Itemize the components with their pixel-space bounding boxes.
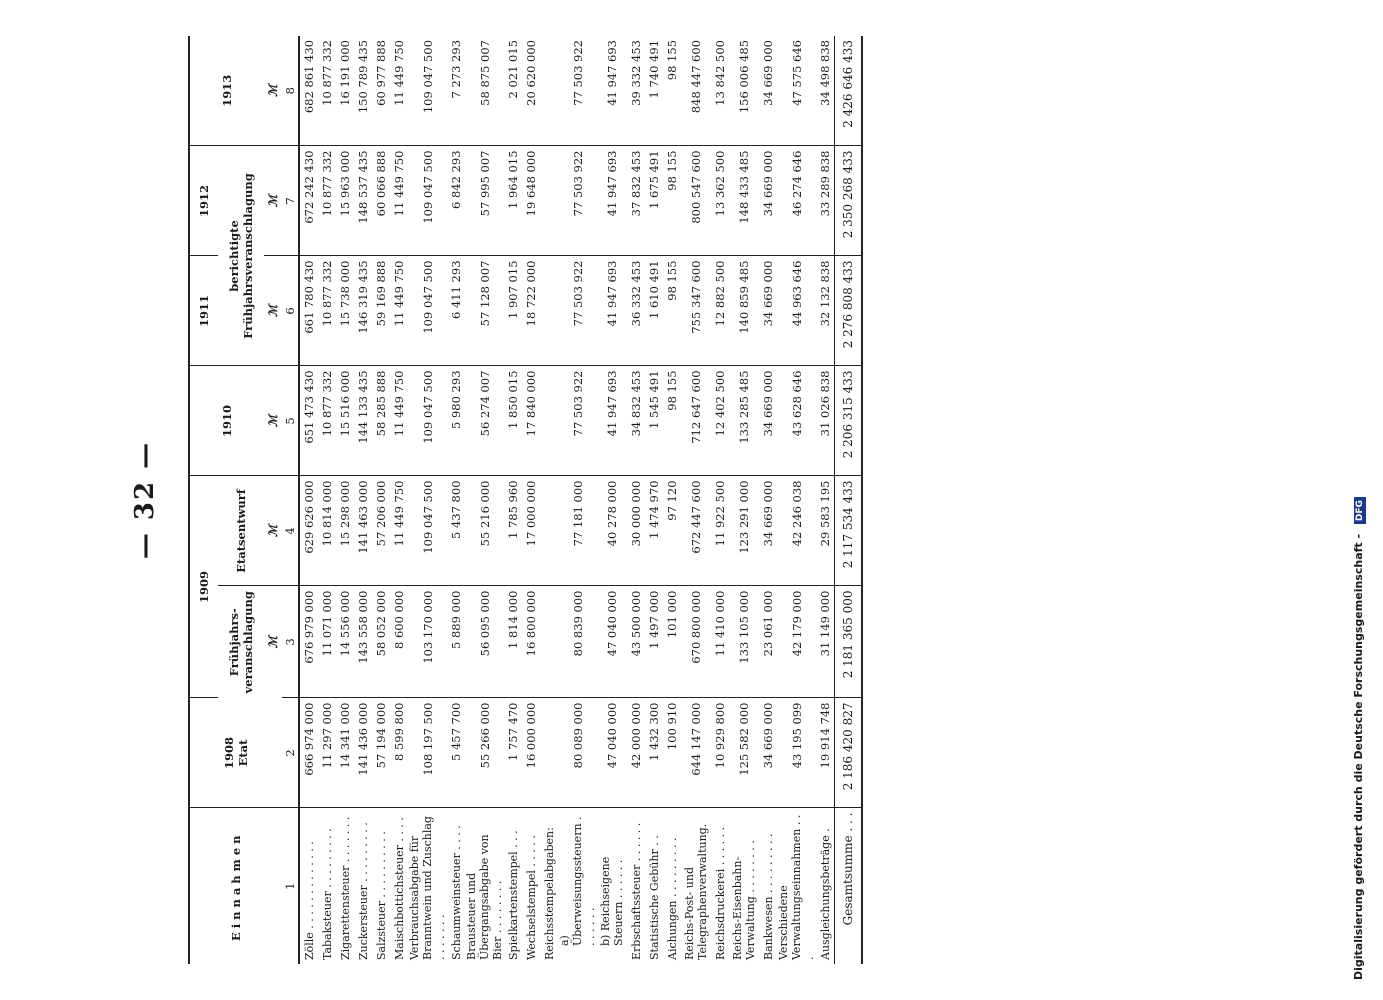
cell-value: 133 285 485 [729,366,759,476]
row-label: Brausteuer und Übergangsabgabe von Bier . . . . . . . . [465,834,504,960]
table-row [597,36,627,964]
row-label: Verbrauchsabgabe für Branntwein und Zuschlag . . . . . . . [408,816,447,960]
cell-value: 10 929 800 [711,698,729,808]
cell-value: 672 242 430 [299,146,318,256]
cell-value: 109 047 500 [408,256,447,366]
cell-value: 16 191 000 [336,36,354,146]
cell-value: 14 341 000 [336,698,354,808]
cell-value: 16 800 000 [522,586,540,698]
cell-value: 18 722 000 [522,256,540,366]
cell-value: 34 832 453 [627,366,645,476]
cell-value: 629 626 000 [299,476,318,586]
cell-value: 98 155 [663,256,681,366]
cell-value: 11 297 000 [318,698,336,808]
cell-value: 1 675 491 [645,146,663,256]
cell-value: 1 740 491 [645,36,663,146]
header-1911: 1911 [189,256,218,366]
table-row [447,36,465,964]
cell-value: 100 910 [663,698,681,808]
dfg-logo: DFG [1354,497,1366,524]
header-1910: 1910 [189,366,264,476]
cell-value: 43 500 000 [627,586,645,698]
cell-value: 7 273 293 [447,36,465,146]
cell-value: 5 889 000 [447,586,465,698]
cell-value: 32 132 838 [816,256,835,366]
row-label: Reichs-Post- und Telegraphenverwaltung. [683,823,709,960]
cell-value: 12 402 500 [711,366,729,476]
cell-value: 98 155 [663,366,681,476]
cell-value: 123 291 000 [729,476,759,586]
cell-value: 1 497 000 [645,586,663,698]
cell-value: 58 052 000 [372,586,390,698]
cell-value: 101 000 [663,586,681,698]
table-row [711,36,729,964]
table-row [390,36,408,964]
side-note [1352,497,1366,980]
colnum-3: 3 [282,586,299,698]
cell-value: 42 246 038 [777,476,816,586]
cell-value: 29 583 195 [816,476,835,586]
table-row [729,36,759,964]
cell-value: 8 599 800 [390,698,408,808]
cell-value: 1 545 491 [645,366,663,476]
row-label: Statistische Gebühr . . [647,835,661,960]
cell-value: 17 000 000 [522,476,540,586]
cell-value: 31 149 000 [816,586,835,698]
row-label: Maischbottichsteuer . . . . [392,817,406,960]
cell-value: 34 669 000 [759,476,777,586]
cell-value: 800 547 600 [681,146,711,256]
cell-value: 672 447 600 [681,476,711,586]
cell-value: 11 071 000 [318,586,336,698]
cell-value: 109 047 500 [408,36,447,146]
cell-value: 6 842 293 [447,146,465,256]
unit-col6: ℳ [264,256,282,366]
cell-value: 58 875 007 [465,36,504,146]
cell-value: 59 169 888 [372,256,390,366]
cell-value: 10 877 332 [318,366,336,476]
total-value: 2 276 808 433 [835,256,863,366]
cell-value: 14 556 000 [336,586,354,698]
cell-value: 47 575 646 [777,36,816,146]
cell-value: 39 332 453 [627,36,645,146]
table-row [816,36,835,964]
table-row [777,36,816,964]
total-value: 2 181 365 000 [835,586,863,698]
cell-value: 43 628 646 [777,366,816,476]
cell-value: 77 181 000 [558,476,597,586]
cell-value: 12 882 500 [711,256,729,366]
cell-value: 17 840 000 [522,366,540,476]
total-label: Gesamtsumme . . . [835,808,863,964]
row-label: Verschiedene Verwaltungseinnahmen . . . [777,814,816,960]
colnum-5: 5 [282,366,299,476]
cell-value: 1 850 015 [504,366,522,476]
cell-value: 58 285 888 [372,366,390,476]
cell-value: 13 842 500 [711,36,729,146]
table-row [318,36,336,964]
unit-col3: ℳ [266,636,280,649]
header-1909-group: 1909 [189,476,218,698]
table-row [759,36,777,964]
cell-value: 15 516 000 [336,366,354,476]
header-1909-fruehjahr: Frühjahrs-veranschlagung [227,591,255,694]
cell-value: 651 473 430 [299,366,318,476]
cell-value: 5 457 700 [447,698,465,808]
unit-col8: ℳ [264,36,282,146]
cell-value: 34 669 000 [759,256,777,366]
cell-value: 77 503 922 [558,366,597,476]
row-label: a) Überweisungssteuern . . . . . . . [558,816,597,946]
cell-value: 23 061 000 [759,586,777,698]
cell-value: 42 179 000 [777,586,816,698]
cell-value: 34 498 838 [816,36,835,146]
cell-value: 1 757 470 [504,698,522,808]
table-row [504,36,522,964]
cell-value: 670 800 000 [681,586,711,698]
cell-value: 34 669 000 [759,36,777,146]
table-row [354,36,372,964]
cell-value: 34 669 000 [759,146,777,256]
colnum-2: 2 [282,698,299,808]
cell-value: 5 980 293 [447,366,465,476]
row-label: Ausgleichungsbeträge . [818,828,832,960]
cell-value: 57 206 000 [372,476,390,586]
row-label: Schaumweinsteuer . . . . [449,825,463,960]
cell-value: 156 006 485 [729,36,759,146]
side-note-text: Digitalisierung gefördert durch die Deutsche Forschungsgemeinschaft - [1352,533,1365,980]
page-number: — 32 — [130,440,160,560]
total-value: 2 186 420 827 [835,698,863,808]
cell-value: 77 503 922 [558,256,597,366]
total-value: 2 350 268 433 [835,146,863,256]
cell-value: 31 026 838 [816,366,835,476]
table-row [558,36,597,964]
row-label: b) Reichseigene Steuern . . . . . . [599,856,625,946]
table-row [645,36,663,964]
cell-value: 133 105 000 [729,586,759,698]
cell-value: 15 298 000 [336,476,354,586]
cell-value: 11 410 000 [711,586,729,698]
cell-value: 80 089 000 [558,698,597,808]
unit-col5: ℳ [264,366,282,476]
cell-value: 109 047 500 [408,146,447,256]
cell-value: 2 021 015 [504,36,522,146]
cell-value: 108 197 500 [408,698,447,808]
cell-value: 57 995 007 [465,146,504,256]
cell-value [540,586,558,698]
table-row [681,36,711,964]
cell-value: 666 974 000 [299,698,318,808]
cell-value: 16 000 000 [522,698,540,808]
cell-value: 140 859 485 [729,256,759,366]
row-label: Reichs-Eisenbahn-Verwaltung . . . . . . . . [731,840,757,960]
cell-value: 41 947 693 [597,146,627,256]
total-row [835,36,863,964]
cell-value: 55 216 000 [465,476,504,586]
cell-value: 1 814 000 [504,586,522,698]
table-row [299,36,318,964]
header-1908 [189,698,282,808]
cell-value: 103 170 000 [408,586,447,698]
cell-value: 57 194 000 [372,698,390,808]
table-row [540,36,558,964]
cell-value: 43 195 099 [777,698,816,808]
colnum-6: 6 [282,256,299,366]
cell-value: 125 582 000 [729,698,759,808]
header-1908-year: 1908 [222,737,236,770]
cell-value: 15 738 000 [336,256,354,366]
cell-value: 60 977 888 [372,36,390,146]
row-label: Zuckersteuer . . . . . . . . . [356,822,370,960]
cell-value: 661 780 430 [299,256,318,366]
cell-value: 34 669 000 [759,698,777,808]
cell-value: 20 620 000 [522,36,540,146]
cell-value: 6 411 293 [447,256,465,366]
table-body [299,36,862,964]
cell-value: 109 047 500 [408,476,447,586]
cell-value: 10 877 332 [318,146,336,256]
header-1908-etat: Etat [236,739,250,767]
cell-value: 1 432 300 [645,698,663,808]
cell-value: 60 066 888 [372,146,390,256]
row-label: Aichungen . . . . . . . . . [665,837,679,960]
cell-value: 55 266 000 [465,698,504,808]
total-value: 2 426 646 433 [835,36,863,146]
table-row [372,36,390,964]
cell-value: 13 362 500 [711,146,729,256]
cell-value: 57 128 007 [465,256,504,366]
cell-value: 682 861 430 [299,36,318,146]
cell-value: 8 600 000 [390,586,408,698]
total-value: 2 206 315 433 [835,366,863,476]
cell-value: 42 000 000 [627,698,645,808]
cell-value: 848 447 600 [681,36,711,146]
colnum-8: 8 [282,36,299,146]
cell-value: 146 319 435 [354,256,372,366]
row-label: Reichsdruckerei . . . . . . [713,826,727,960]
total-value: 2 117 534 433 [835,476,863,586]
cell-value [540,476,558,586]
row-label: Reichsstempelabgaben: [542,827,556,960]
cell-value: 98 155 [663,36,681,146]
cell-value: 11 449 750 [390,36,408,146]
row-label: Zigarettensteuer . . . . . . . [338,816,352,960]
cell-value: 5 437 800 [447,476,465,586]
table-row [522,36,540,964]
cell-value: 712 647 600 [681,366,711,476]
colnum-7: 7 [282,146,299,256]
cell-value: 11 449 750 [390,256,408,366]
cell-value: 19 648 000 [522,146,540,256]
cell-value [540,36,558,146]
cell-value: 143 558 000 [354,586,372,698]
row-label: Salzsteuer . . . . . . . . . . [374,831,388,960]
cell-value: 148 433 485 [729,146,759,256]
table-row [408,36,447,964]
cell-value: 41 947 693 [597,366,627,476]
cell-value: 30 000 000 [627,476,645,586]
header-1912: 1912 [189,146,218,256]
cell-value: 1 964 015 [504,146,522,256]
cell-value: 47 040 000 [597,586,627,698]
table-row [336,36,354,964]
cell-value: 97 120 [663,476,681,586]
cell-value: 77 503 922 [558,146,597,256]
cell-value: 15 963 000 [336,146,354,256]
cell-value: 10 814 000 [318,476,336,586]
revenue-table [188,36,863,964]
cell-value: 11 449 750 [390,476,408,586]
cell-value: 40 278 000 [597,476,627,586]
colnum-4: 4 [282,476,299,586]
cell-value: 33 289 838 [816,146,835,256]
cell-value: 37 832 453 [627,146,645,256]
cell-value: 77 503 922 [558,36,597,146]
colnum-1: 1 [282,808,299,964]
table-row [627,36,645,964]
cell-value: 109 047 500 [408,366,447,476]
cell-value: 10 877 332 [318,256,336,366]
cell-value: 755 347 600 [681,256,711,366]
cell-value: 1 907 015 [504,256,522,366]
row-label: Erbschaftssteuer . . . . . . [629,822,643,960]
cell-value: 41 947 693 [597,256,627,366]
cell-value [540,146,558,256]
cell-value: 56 274 007 [465,366,504,476]
cell-value [540,698,558,808]
header-1909-etatsentwurf: Etatsentwurf [218,476,264,586]
cell-value: 19 914 748 [816,698,835,808]
cell-value [540,366,558,476]
cell-value: 141 436 000 [354,698,372,808]
cell-value: 80 839 000 [558,586,597,698]
row-label: Tabaksteuer . . . . . . . . . [320,828,334,960]
header-berichtigt: berichtigte Frühjahrsveranschlagung [218,146,264,366]
row-label: Bankwesen . . . . . . . . . [761,833,775,960]
table-row [663,36,681,964]
row-label: Wechselstempel . . . . . [524,835,538,960]
cell-value: 98 155 [663,146,681,256]
cell-value: 1 610 491 [645,256,663,366]
row-label: Zölle . . . . . . . . . . . . . [302,841,316,960]
cell-value: 11 449 750 [390,146,408,256]
cell-value: 46 274 646 [777,146,816,256]
cell-value: 34 669 000 [759,366,777,476]
cell-value: 150 789 435 [354,36,372,146]
cell-value: 44 963 646 [777,256,816,366]
cell-value: 11 449 750 [390,366,408,476]
row-label: Spielkartenstempel . . . [506,830,520,960]
unit-col7: ℳ [264,146,282,256]
cell-value: 148 537 435 [354,146,372,256]
cell-value [540,256,558,366]
cell-value: 41 947 693 [597,36,627,146]
header-1913: 1913 [189,36,264,146]
cell-value: 1 785 960 [504,476,522,586]
cell-value: 644 147 000 [681,698,711,808]
header-einnahmen: Einnahmen [189,808,282,964]
cell-value: 47 040 000 [597,698,627,808]
cell-value: 10 877 332 [318,36,336,146]
cell-value: 144 133 435 [354,366,372,476]
cell-value: 676 979 000 [299,586,318,698]
cell-value: 141 463 000 [354,476,372,586]
cell-value: 1 474 970 [645,476,663,586]
table-row [465,36,504,964]
cell-value: 36 332 453 [627,256,645,366]
unit-col4: ℳ [264,476,282,586]
cell-value: 56 095 000 [465,586,504,698]
cell-value: 11 922 500 [711,476,729,586]
